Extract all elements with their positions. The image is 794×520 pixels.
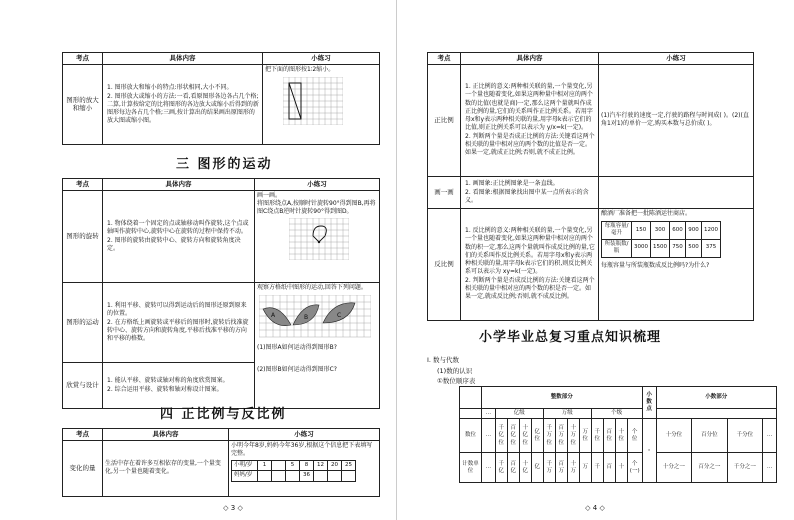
decimal-place-cell: 百分位 [692, 419, 728, 453]
decimal-point-header: 小数点 [642, 387, 656, 419]
content-motion [103, 282, 255, 362]
table-cell: 1500 [651, 239, 670, 257]
exercise-text: 将图形绕点A,按顺时针旋转90°得到图B,再将图C绕点B逆时针旋转90°得到图D。 [257, 199, 376, 215]
exercise-title: 画一画。 [257, 191, 282, 199]
table-cell: 1200 [702, 221, 721, 239]
point-rotation: 图形的旋转 [63, 190, 103, 282]
integer-part-header: 整数部分 [482, 387, 643, 409]
header-exercise: 小练习 [229, 429, 380, 441]
list-item: 1. 正比例的意义:两种相关联的量,一个量变化,另一个量也随着变化,如果这两种量中相对应的两个数的比值(也就是商)一定,那么这两个量就叫作成正比例的量,它们的关系叫作正比例关系。若用字母x和y表示两种相关联的量,用字母k表示它们的比值,则正比例关系可以表示为 y/x=k(一定)。 [465, 83, 593, 131]
place-cell: 千位 [591, 419, 603, 453]
list-item: 2. 判断两个量是否成正比例的方法:关键看这两个相关联的量中相对应的两个数的比值是否一定。如果一定,就成正比例;否则,就不成正比例。 [465, 132, 595, 157]
corner-cell [460, 409, 482, 419]
outline-level-1: Ⅰ. 数与代数 [427, 356, 460, 364]
label-c: C [337, 311, 342, 319]
header-point: 考点 [63, 429, 103, 441]
table-cell [314, 471, 328, 481]
unit-cell: 千 [591, 453, 603, 483]
list-item: 2. 判断两个量是否成反比例的方法:关键看这两个相关联的量中相对应的两个数的积是否一定。如果一定,就成反比例;否则,就不成反比例。 [465, 276, 595, 301]
table-cell: 5 [286, 460, 300, 470]
content-scaling [103, 64, 263, 144]
table-cell [342, 471, 356, 481]
content-inverse-proportion [461, 208, 599, 320]
page-number: ◇ 4 ◇ [585, 504, 605, 512]
point-scaling: 图形的放大和缩小 [63, 64, 103, 144]
table-cell: 20 [328, 460, 342, 470]
question-2: (2)图形B如何运动得到图形C? [257, 365, 337, 373]
place-cell: 千万位 [543, 419, 555, 453]
decimal-place-cell: 十分位 [656, 419, 692, 453]
exercise-rotation [255, 190, 380, 282]
page-number: ◇ 3 ◇ [223, 504, 243, 512]
table-cell: 375 [702, 239, 721, 257]
exercise-motion [255, 282, 380, 408]
list-item: 2. 图形的旋转由旋转中心、旋转方向和旋转角度决定。 [107, 236, 241, 252]
unit-cell: … [482, 453, 496, 483]
unit-cell: 十 [615, 453, 627, 483]
exercise-variables [229, 440, 380, 496]
exercise-question: 每瓶容量与所装瓶数成反比例吗?为什么? [601, 261, 710, 269]
header-content: 具体内容 [103, 53, 263, 65]
exercise-text: 酿酒厂准备把一批陈酒运往商店。 [601, 209, 692, 217]
group-cell: … [482, 409, 496, 419]
decimal-unit-cell: 十分之一 [656, 453, 692, 483]
row-label: 小明/岁 [232, 460, 258, 470]
table-cell: 500 [686, 239, 702, 257]
header-point: 考点 [428, 53, 461, 65]
right-page [397, 0, 794, 520]
content-variables: 生活中存在着许多互相依存的变量,一个量变化,另一个量也随着变化。 [103, 440, 229, 496]
place-cell: 百亿位 [507, 419, 519, 453]
place-cell: 十位 [615, 419, 627, 453]
point-design: 欣赏与设计 [63, 362, 103, 408]
unit-cell: 万 [579, 453, 591, 483]
header-content: 具体内容 [103, 429, 229, 441]
table-cell: 150 [632, 221, 651, 239]
place-cell: 百位 [603, 419, 615, 453]
header-exercise: 小练习 [255, 179, 380, 191]
table-cell [272, 471, 286, 481]
list-item: 2. 图形放大或缩小的方法:一看,看原图形各边各占几个格;二算,计算按给定的比将图形的各边放大或缩小后得到的新图形每边各占几个格;三画,按计算出的结果画出原图形的放大图或缩小图。 [107, 92, 259, 124]
place-cell: 个位 [627, 419, 642, 453]
blank-cell [656, 409, 776, 419]
point-variables: 变化的量 [63, 440, 103, 496]
row-label: 每瓶容量/毫升 [602, 221, 632, 239]
unit-cell: 亿 [531, 453, 543, 483]
outline-level-3: ①数位顺序表 [437, 377, 476, 385]
list-item: 1. 反比例的意义:两种相关联的量,一个量变化,另一个量也随着变化,如果这两种量中相对应的两个数的积一定,那么这两个量就叫作成反比例的量,它们的关系叫作反比例关系。若用字母x和y表示两种相关联的量,用字母k表示它们的积,则反比例关系可以表示为 xy=k(一定)。 [465, 227, 595, 275]
grid-figure-scaling [283, 77, 343, 125]
table-scaling [62, 52, 380, 145]
exercise-inverse-proportion [599, 208, 754, 320]
row-label: 所装瓶数/瓶 [602, 239, 632, 257]
exercise-direct-proportion: (1)汽车行驶的速度一定,行驶的路程与时间成( )。(2)(直角1对1)的单价一定,购买本数与总价成( )。 [599, 64, 754, 176]
grid-figure-leaves [259, 295, 371, 341]
question-1: (1)图形A如何运动得到图形B? [257, 343, 337, 351]
unit-cell: 十万 [567, 453, 579, 483]
table-cell: 8 [300, 460, 314, 470]
exercise-scaling [263, 64, 380, 144]
place-cell: 百万位 [555, 419, 567, 453]
table-cell [286, 471, 300, 481]
table-cell: 600 [670, 221, 686, 239]
table-cell: 1 [258, 460, 272, 470]
row-label: 计数单位 [460, 453, 482, 483]
table-cell: 25 [342, 460, 356, 470]
place-cell: … [482, 419, 496, 453]
table-cell: 900 [686, 221, 702, 239]
big-title: 小学毕业总复习重点知识梳理 [479, 330, 662, 345]
section-title-proportion: 四 正比例与反比例 [160, 407, 287, 422]
exercise-draw [599, 176, 754, 208]
place-cell: 十亿位 [519, 419, 531, 453]
point-direct-proportion: 正比例 [428, 64, 461, 176]
decimal-unit-cell: 千分之一 [727, 453, 763, 483]
header-point: 考点 [63, 179, 103, 191]
table-cell [328, 471, 342, 481]
point-inverse-proportion: 反比例 [428, 208, 461, 320]
decimal-point-mark: · [642, 419, 656, 483]
decimal-place-cell: … [763, 419, 777, 453]
place-cell: 亿位 [531, 419, 543, 453]
age-table [231, 460, 356, 482]
exercise-text: 观察方格纸中图形的运动,回答下列问题。 [257, 283, 367, 291]
point-motion: 图形的运动 [63, 282, 103, 362]
table-proportion [427, 52, 754, 321]
unit-cell: 百亿 [507, 453, 519, 483]
list-item: 1. 画图象:正比例图象是一条直线。 [465, 179, 559, 187]
header-content: 具体内容 [461, 53, 599, 65]
unit-cell: 千万 [543, 453, 555, 483]
decimal-place-cell: 千分位 [727, 419, 763, 453]
corner-cell [460, 387, 482, 409]
exercise-text: 把下面的图形按1∶2缩小。 [265, 65, 335, 73]
list-item: 1. 能认平移、旋转或轴对称的角度欣赏图案。 [107, 376, 229, 384]
table-motion [62, 178, 380, 409]
table-cell [258, 471, 272, 481]
content-design [103, 362, 255, 408]
table-variables [62, 428, 380, 497]
unit-cell: 百万 [555, 453, 567, 483]
list-item: 2. 综合运用平移、旋转和轴对称设计图案。 [107, 385, 223, 393]
table-cell [272, 460, 286, 470]
exercise-text: 小明今年8岁,妈妈今年36岁,根据这个信息把下表填写完整。 [231, 441, 373, 457]
outline-level-2: (1)数的认识 [437, 367, 473, 375]
place-cell: 万位 [579, 419, 591, 453]
content-draw [461, 176, 599, 208]
unit-cell: 个(一) [627, 453, 642, 483]
list-item: 2. 在方格纸上画旋转或平移后的图形时,旋转后找准旋转中心、旋转方向和旋转角度,平移后找准平移的方向和平移的格数。 [107, 318, 249, 342]
header-exercise: 小练习 [263, 53, 380, 65]
header-exercise: 小练习 [599, 53, 754, 65]
unit-cell: 十亿 [519, 453, 531, 483]
group-cell: 个级 [591, 409, 642, 419]
decimal-unit-cell: 百分之一 [692, 453, 728, 483]
group-cell: 亿级 [495, 409, 543, 419]
unit-cell: 千亿 [495, 453, 507, 483]
header-point: 考点 [63, 53, 103, 65]
row-label: 妈妈/岁 [232, 471, 258, 481]
table-cell: 300 [651, 221, 670, 239]
row-label: 数位 [460, 419, 482, 453]
list-item: 1. 利用平移、旋转可以得到运动后的图形还原到原来的位置。 [107, 301, 247, 317]
section-title-motion: 三 图形的运动 [176, 157, 273, 172]
place-cell: 十万位 [567, 419, 579, 453]
content-rotation [103, 190, 255, 282]
table-cell: 12 [314, 460, 328, 470]
decimal-unit-cell: … [763, 453, 777, 483]
point-draw: 画一画 [428, 176, 461, 208]
list-item: 2. 看图象:根据图象找出图中某一点所表示的含义。 [465, 188, 589, 204]
place-value-table [459, 386, 777, 483]
bottle-table [601, 221, 721, 258]
grid-figure-rotation [289, 218, 349, 260]
place-cell: 千亿位 [495, 419, 507, 453]
list-item: 1. 物体绕着一个固定的点或轴移动叫作旋转,这个点或轴叫作旋转中心,旋转中心在旋转的过程中保持不动。 [107, 219, 249, 235]
decimal-part-header: 小数部分 [656, 387, 776, 409]
table-cell: 3000 [632, 239, 651, 257]
group-cell: 万级 [543, 409, 591, 419]
label-b: B [304, 313, 309, 321]
unit-cell: 百 [603, 453, 615, 483]
content-direct-proportion [461, 64, 599, 176]
table-cell: 750 [670, 239, 686, 257]
label-a: A [271, 311, 276, 319]
list-item: 1. 图形放大和缩小的特点:形状相同,大小不同。 [107, 83, 233, 91]
header-content: 具体内容 [103, 179, 255, 191]
table-cell: 36 [300, 471, 314, 481]
